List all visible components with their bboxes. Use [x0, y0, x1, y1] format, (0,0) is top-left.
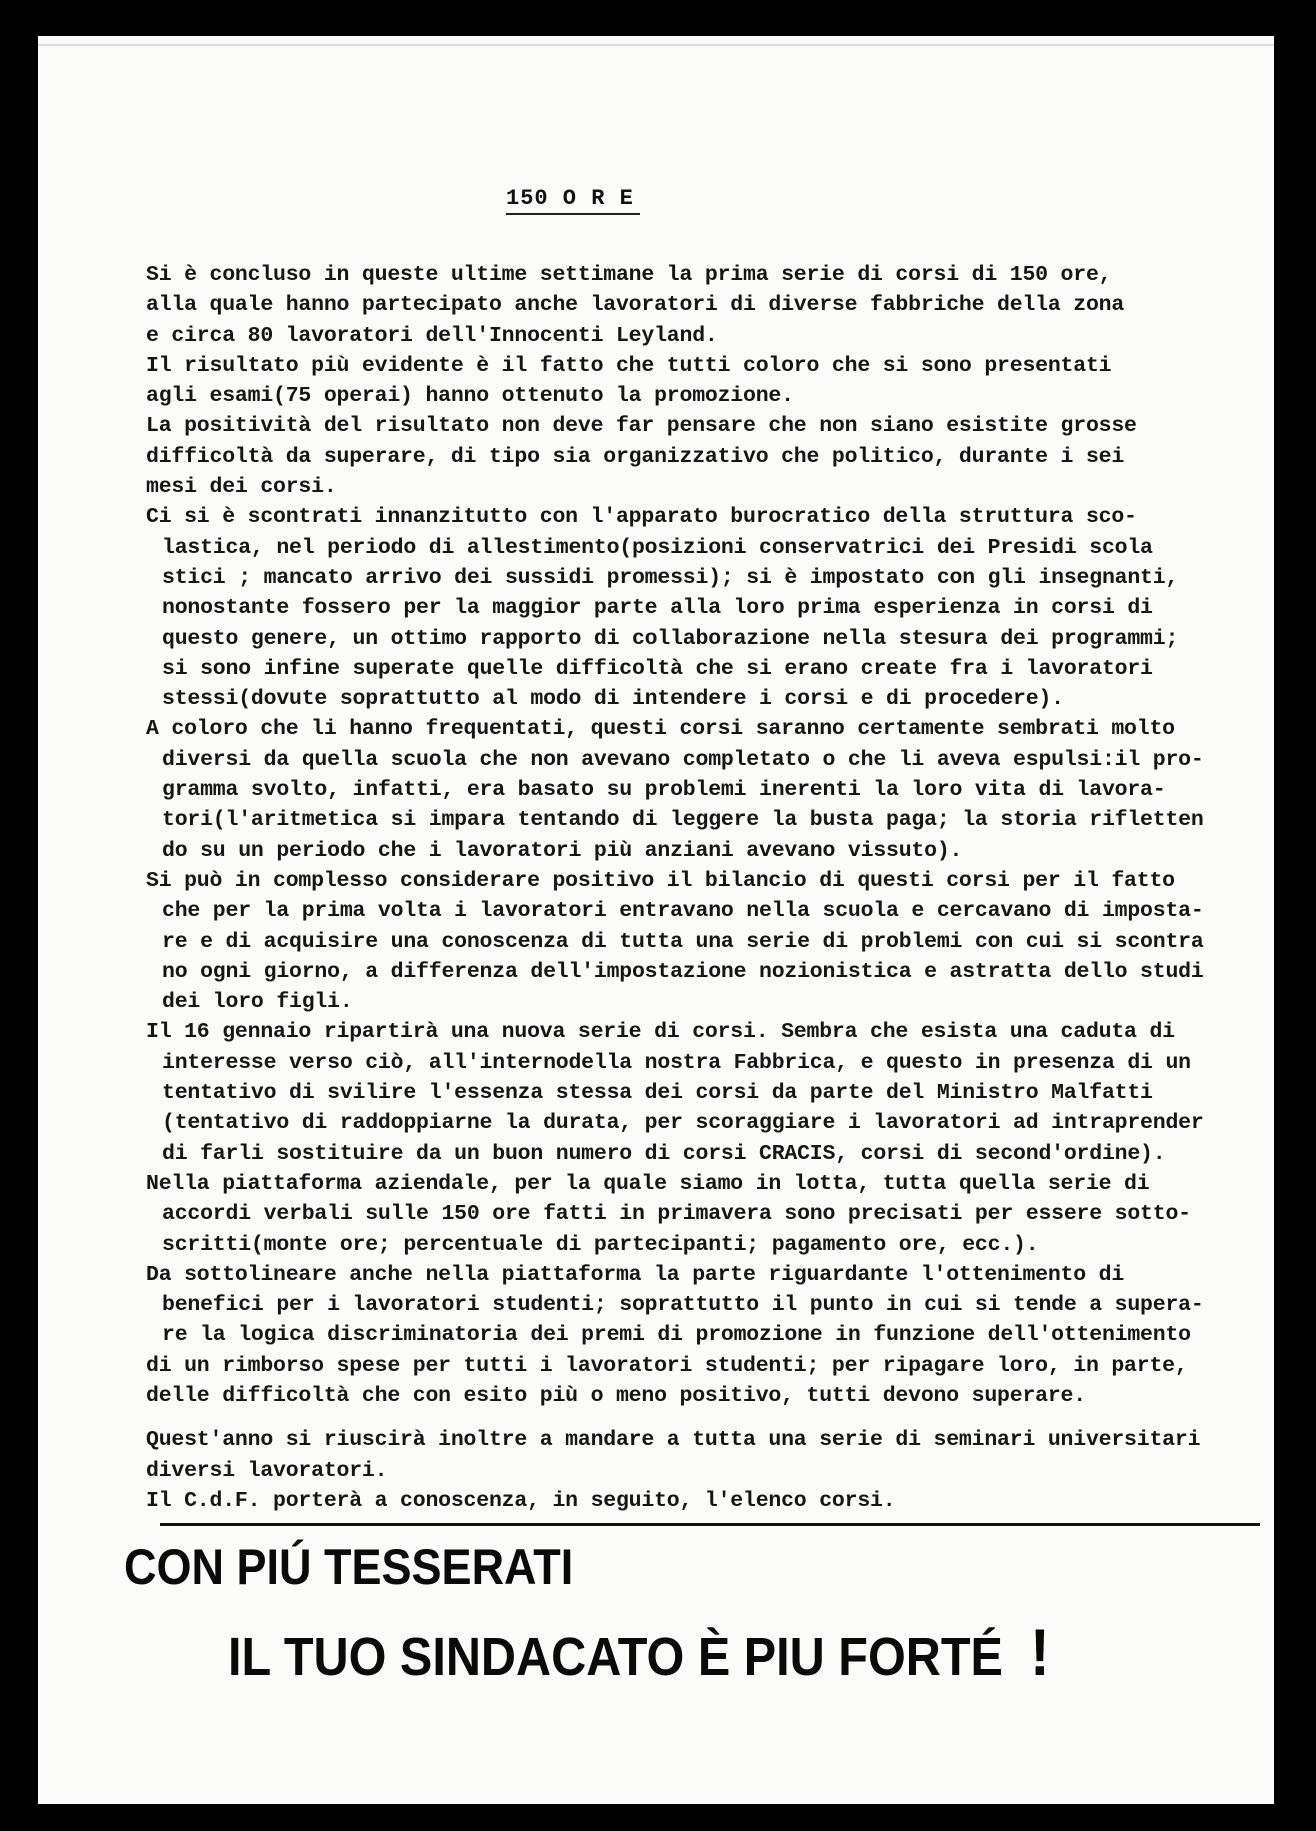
- paragraph-line: Nella piattaforma aziendale, per la quale siamo in lotta, tutta quella serie di: [146, 1171, 1150, 1196]
- paragraph-line: agli esami(75 operai) hanno ottenuto la promozione.: [146, 384, 794, 409]
- paragraph-gap: [146, 1411, 1256, 1425]
- paragraph-line: gramma svolto, infatti, era basato su problemi inerenti la loro vita di lavora-: [162, 778, 1166, 803]
- paragraph-line: do su un periodo che i lavoratori più anziani avevano vissuto).: [162, 838, 963, 863]
- paragraph-line: Si è concluso in queste ultime settimane la prima serie di corsi di 150 ore,: [146, 263, 1112, 287]
- paragraph-line: re la logica discriminatoria dei premi di promozione in funzione dell'ottenimento: [162, 1323, 1191, 1348]
- paragraph-line: La positività del risultato non deve far pensare che non siano esistite grosse: [146, 414, 1137, 439]
- document-page: [38, 36, 1274, 1804]
- paragraph-line: re e di acquisire una conoscenza di tutta una serie di problemi con cui si scontra: [162, 929, 1204, 954]
- paragraph-line: scritti(monte ore; percentuale di partecipanti; pagamento ore, ecc.).: [162, 1232, 1039, 1257]
- article-body: [146, 260, 1256, 1516]
- page-fold: [38, 44, 1274, 46]
- paragraph-line: diversi da quella scuola che non avevano completato o che li aveva espulsi:il pro-: [162, 747, 1204, 772]
- slogan-exclamation: !: [1029, 1615, 1050, 1689]
- slogan-line-1: CON PIÚ TESSERATI: [124, 1539, 574, 1595]
- paragraph-line: nonostante fossero per la maggior parte alla loro prima esperienza in corsi di: [162, 596, 1153, 621]
- paragraph-line: Ci si è scontrati innanzitutto con l'apparato burocratico della struttura sco-: [146, 505, 1137, 530]
- paragraph-line: alla quale hanno partecipato anche lavoratori di diverse fabbriche della zona: [146, 293, 1125, 318]
- paragraph-line: si sono infine superate quelle difficoltà che si erano create fra i lavoratori: [162, 656, 1153, 681]
- paragraph-line: stessi(dovute soprattutto al modo di intendere i corsi e di procedere).: [162, 687, 1064, 712]
- paragraph-line: difficoltà da superare, di tipo sia organizzativo che politico, durante i sei: [146, 444, 1125, 469]
- paragraph-line: Da sottolineare anche nella piattaforma la parte riguardante l'ottenimento di: [146, 1262, 1125, 1287]
- paragraph-line: Il 16 gennaio ripartirà una nuova serie di corsi. Sembra che esista una caduta di: [146, 1020, 1175, 1045]
- closing-line: Il C.d.F. porterà a conoscenza, in seguito, l'elenco corsi.: [146, 1488, 896, 1513]
- paragraph-line: dei loro figli.: [162, 990, 353, 1015]
- paragraph-line: mesi dei corsi.: [146, 475, 337, 500]
- slogan-text: IL TUO SINDACATO È PIU FORTÉ: [228, 1627, 1003, 1687]
- paragraph-line: di un rimborso spese per tutti i lavoratori studenti; per ripagare loro, in parte,: [146, 1353, 1188, 1378]
- divider-line: [160, 1523, 1260, 1526]
- paragraph-line: Il risultato più evidente è il fatto che tutti coloro che si sono presentati: [146, 353, 1112, 378]
- paragraph-line: e circa 80 lavoratori dell'Innocenti Leyland.: [146, 323, 718, 348]
- paragraph-line: di farli sostituire da un buon numero di corsi CRACIS, corsi di second'ordine).: [162, 1141, 1166, 1166]
- page-title: 150 O R E: [506, 186, 640, 215]
- paragraph-line: lastica, nel periodo di allestimento(posizioni conservatrici dei Presidi scola: [162, 535, 1153, 560]
- paragraph-line: tori(l'aritmetica si impara tentando di leggere la busta paga; la storia rifletten: [162, 808, 1204, 833]
- paragraph-line: questo genere, un ottimo rapporto di collaborazione nella stesura dei programmi;: [162, 626, 1179, 651]
- paragraph-line: accordi verbali sulle 150 ore fatti in primavera sono precisati per essere sotto-: [162, 1202, 1191, 1227]
- closing-line: diversi lavoratori.: [146, 1458, 388, 1483]
- paragraph-line: che per la prima volta i lavoratori entravano nella scuola e cercavano di imposta-: [162, 899, 1204, 924]
- paragraph-line: no ogni giorno, a differenza dell'impostazione nozionistica e astratta dello studi: [162, 959, 1204, 984]
- closing-line: Quest'anno si riuscirà inoltre a mandare a tutta una serie di seminari universitari: [146, 1428, 1201, 1453]
- paragraph-line: tentativo di svilire l'essenza stessa dei corsi da parte del Ministro Malfatti: [162, 1081, 1153, 1106]
- paragraph-line: A coloro che li hanno frequentati, questi corsi saranno certamente sembrati molto: [146, 717, 1175, 742]
- paragraph-line: benefici per i lavoratori studenti; soprattutto il punto in cui si tende a supera-: [162, 1293, 1204, 1318]
- paragraph-line: delle difficoltà che con esito più o meno positivo, tutti devono superare.: [146, 1383, 1086, 1408]
- paragraph-line: Si può in complesso considerare positivo il bilancio di questi corsi per il fatto: [146, 868, 1175, 893]
- slogan-line-2: [228, 1614, 1050, 1690]
- paragraph-line: (tentativo di raddoppiarne la durata, per scoraggiare i lavoratori ad intraprender: [162, 1111, 1204, 1136]
- paragraph-line: interesse verso ciò, all'internodella nostra Fabbrica, e questo in presenza di un: [162, 1050, 1191, 1075]
- paragraph-line: stici ; mancato arrivo dei sussidi promessi); si è impostato con gli insegnanti,: [162, 565, 1179, 590]
